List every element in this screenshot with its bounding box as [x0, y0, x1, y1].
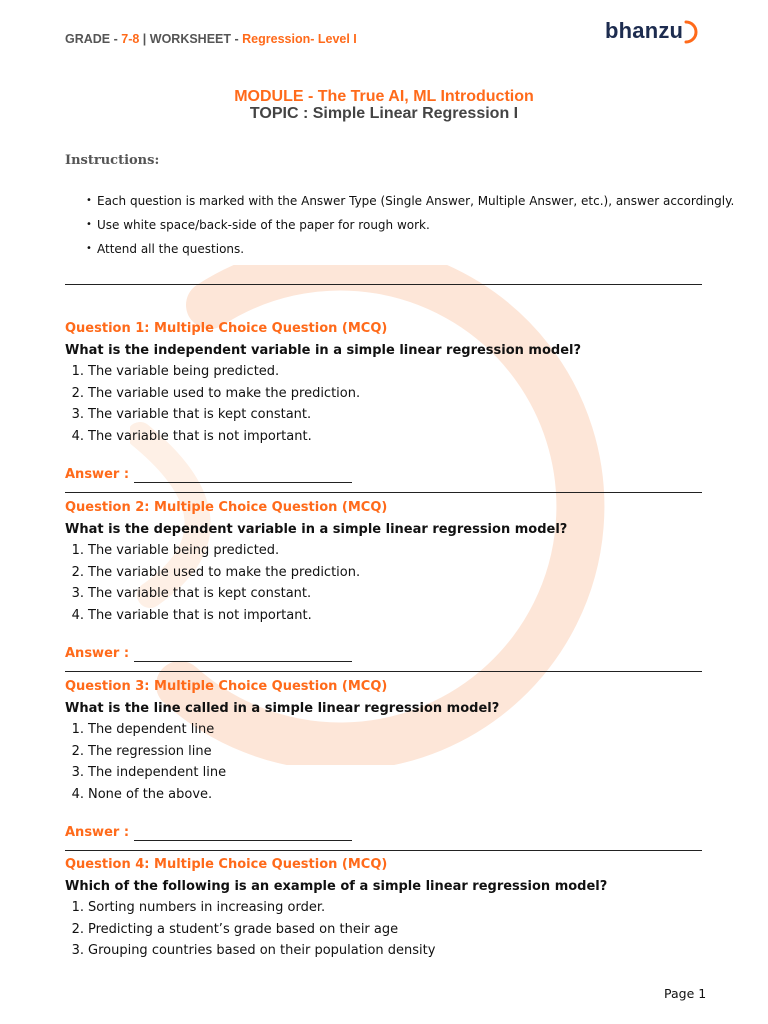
answer-blank[interactable]	[134, 647, 352, 662]
answer-blank[interactable]	[134, 468, 352, 483]
question-title: Question 3: Multiple Choice Question (MCQ)	[65, 679, 388, 694]
answer-label: Answer :	[65, 467, 130, 482]
option-item[interactable]: 3. The variable that is kept constant.	[71, 407, 312, 422]
option-item[interactable]: 4. The variable that is not important.	[71, 607, 312, 623]
grade-value: 7-8	[121, 32, 140, 46]
options-list	[65, 364, 705, 450]
options-list	[65, 543, 705, 629]
logo-text: bhanzu	[605, 18, 684, 43]
instruction-item: • Attend all the questions.	[86, 241, 734, 265]
divider	[65, 284, 702, 285]
instruction-item: • Each question is marked with the Answer Type (Single Answer, Multiple Answer, etc.), answer accordingly.	[86, 193, 734, 217]
worksheet-header	[65, 32, 357, 46]
option-item[interactable]: 1. The variable being predicted.	[71, 364, 280, 379]
swoosh-logo-icon	[684, 19, 698, 45]
question-text: What is the line called in a simple linear regression model?	[65, 701, 500, 716]
option-item[interactable]: 1. Sorting numbers in increasing order.	[71, 900, 326, 915]
question-text: What is the independent variable in a simple linear regression model?	[65, 343, 582, 358]
divider	[65, 671, 702, 672]
question-text: What is the dependent variable in a simple linear regression model?	[65, 522, 568, 537]
option-item[interactable]: 2. The variable used to make the prediction.	[71, 385, 361, 401]
options-list	[65, 722, 705, 808]
divider	[65, 492, 702, 493]
option-item[interactable]: 4. None of the above.	[71, 786, 213, 802]
option-item[interactable]: 3. Grouping countries based on their population density	[71, 943, 436, 958]
answer-row	[65, 823, 705, 841]
worksheet-topic: Regression- Level I	[242, 32, 357, 46]
option-item[interactable]: 3. The variable that is kept constant.	[71, 586, 312, 601]
bhanzu-logo	[605, 14, 698, 48]
header-separator: | WORKSHEET -	[139, 32, 243, 46]
question-title: Question 4: Multiple Choice Question (MCQ)	[65, 857, 388, 872]
page-number: Page 1	[664, 986, 707, 1001]
answer-row	[65, 465, 705, 483]
divider	[65, 850, 702, 851]
grade-label: GRADE -	[65, 32, 122, 46]
answer-row	[65, 644, 705, 662]
option-item[interactable]: 2. The regression line	[71, 743, 212, 759]
options-list	[65, 900, 705, 965]
answer-blank[interactable]	[134, 826, 352, 841]
instruction-item: • Use white space/back-side of the paper for rough work.	[86, 217, 734, 241]
module-title: MODULE - The True AI, ML Introduction	[234, 88, 534, 105]
question-text: Which of the following is an example of a simple linear regression model?	[65, 879, 608, 894]
answer-label: Answer :	[65, 646, 130, 661]
question-title: Question 2: Multiple Choice Question (MCQ)	[65, 500, 388, 515]
instructions-list	[86, 193, 734, 265]
question-3	[65, 679, 705, 841]
option-item[interactable]: 3. The independent line	[71, 765, 227, 780]
answer-label: Answer :	[65, 825, 130, 840]
option-item[interactable]: 1. The variable being predicted.	[71, 543, 280, 558]
option-item[interactable]: 4. The variable that is not important.	[71, 428, 312, 444]
question-2	[65, 500, 705, 662]
instructions-heading: Instructions:	[65, 153, 160, 168]
question-1	[65, 321, 705, 483]
option-item[interactable]: 1. The dependent line	[71, 722, 215, 737]
topic-title: TOPIC : Simple Linear Regression I	[249, 105, 519, 122]
question-4	[65, 857, 705, 965]
question-title: Question 1: Multiple Choice Question (MCQ)	[65, 321, 388, 336]
option-item[interactable]: 2. The variable used to make the prediction.	[71, 564, 361, 580]
option-item[interactable]: 2. Predicting a student’s grade based on their age	[71, 921, 399, 937]
